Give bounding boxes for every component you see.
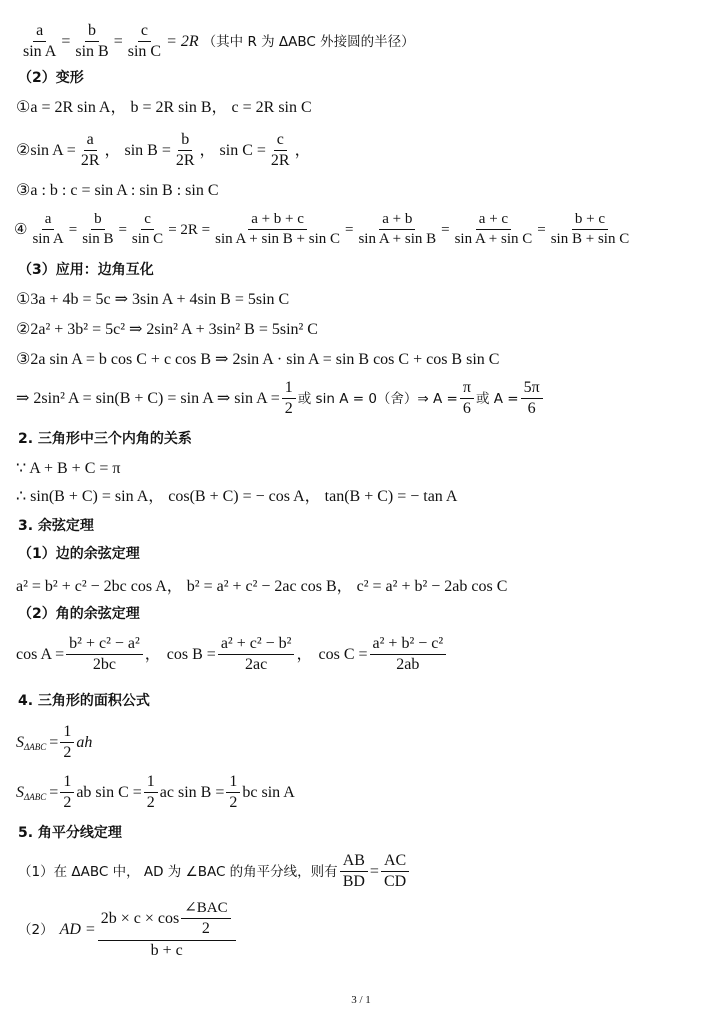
fraction-a-over-2R: $\frac{a}{2R}$ — [80, 131, 100, 170]
fraction-c-over-sinC: $\frac{c}{\text{sin C}}$ — [127, 22, 162, 61]
fraction-sum-ac: $\frac{a + c}{\text{sin A + sin C}}$ — [454, 211, 533, 248]
sec2-line-2: ∴ sin(B + C) = sin A， cos(B + C) = − cos A， tan(B + C) = − tan A — [16, 488, 458, 505]
heading-sec3-sub1: （1）边的余弦定理 — [18, 546, 140, 562]
sine-law-line: $\frac{a}{\text{sin A}}$ = $\frac{b}{\text{sin B}}$ = $\frac{c}{\text{sin C}}$ = 2R （其中 R 为 ΔABC 外接圆的半径） — [18, 22, 415, 62]
bianxing-line-2: ②sin A = $\frac{a}{2R}$ ， sin B = $\frac{b}{2R}$ ， sin C = $\frac{c}{2R}$ ， — [16, 131, 311, 170]
bianxing-line-1: ①a = 2R sin A， b = 2R sin B， c = 2R sin C — [16, 99, 312, 116]
fraction-one-half-area-4: $\frac{1}{2}$ — [226, 773, 240, 813]
heading-bianxing: （2）变形 — [18, 70, 84, 86]
area-line-2: S ΔABC = $\frac{1}{2}$ ab sin C = $\frac{1}{2}$ ac sin B = $\frac{1}{2}$ bc sin A — [16, 773, 295, 812]
fraction-half-angle: $\frac{\text{∠BAC}}{2}$ — [181, 900, 230, 939]
page-number: 3 / 1 — [351, 994, 371, 1006]
heading-section-2: 2. 三角形中三个内角的关系 — [18, 431, 192, 447]
fraction-c-over-2R: $\frac{c}{2R}$ — [270, 131, 290, 170]
fraction-b-over-sinB: $\frac{b}{\text{sin B}}$ — [75, 22, 109, 61]
fraction-a-over-sinA-2: $\frac{a}{\text{sin A}}$ — [32, 211, 64, 248]
fraction-AD-length: 2b × c × cos $\frac{\text{∠BAC}}{2}$ b + c — [98, 900, 236, 960]
yingyong-line-1: ①3a + 4b = 5c ⇒ 3sin A + 4sin B = 5sin C — [16, 291, 290, 308]
fraction-a-over-sinA: $\frac{a}{\text{sin A}}$ — [23, 22, 57, 61]
fraction-pi-over-6: $\frac{\pi}{6}$ — [460, 379, 474, 419]
heading-section-3: 3. 余弦定理 — [18, 518, 94, 534]
fraction-5pi-over-6: $\frac{5\pi}{6}$ — [521, 379, 543, 419]
fraction-c-over-sinC-2: $\frac{c}{\text{sin C}}$ — [131, 211, 164, 248]
fraction-AB-over-BD: $\frac{AB}{BD}$ — [340, 852, 368, 892]
area-line-1: S ΔABC = $\frac{1}{2}$ ah — [16, 723, 93, 762]
fraction-sum-bc: $\frac{b + c}{\text{sin B + sin C}}$ — [550, 211, 630, 248]
cosine-angle-line: cos A = $\frac{\text{b² + c² − a²}}{2bc}$ ， cos B = $\frac{\text{a² + c² − b²}}{2ac}$ ， cos C = $\frac{\text{a² + b² − c²}}{2ab}$ — [16, 635, 448, 675]
fraction-one-half-area-2: $\frac{1}{2}$ — [60, 773, 74, 813]
fraction-one-half-area-3: $\frac{1}{2}$ — [144, 773, 158, 813]
fraction-sum-abc: $\frac{a + b + c}{\text{sin A + sin B + sin C}}$ — [215, 211, 340, 248]
heading-section-5: 5. 角平分线定理 — [18, 825, 122, 841]
fraction-b-over-2R: $\frac{b}{2R}$ — [175, 131, 195, 170]
yingyong-line-3: ③2a sin A = b cos C + c cos B ⇒ 2sin A · sin A = sin B cos C + cos B sin C — [16, 351, 500, 368]
fraction-cosC: $\frac{\text{a² + b² − c²}}{2ab}$ — [370, 635, 447, 675]
fraction-cosA: $\frac{\text{b² + c² − a²}}{2bc}$ — [66, 635, 143, 675]
heading-sec3-sub2: （2）角的余弦定理 — [18, 606, 140, 622]
fraction-one-half-area-1: $\frac{1}{2}$ — [60, 723, 74, 763]
bianxing-line-3: ③a : b : c = sin A : sin B : sin C — [16, 182, 219, 199]
bianxing-line-4: ④ $\frac{a}{\text{sin A}}$ = $\frac{b}{\text{sin B}}$ = $\frac{c}{\text{sin C}}$ = 2R = $\frac{a + b + c}{\text{sin A + sin B + sin C}}$ = $\frac{a + b}{\text{sin A + sin B}}$ = $\frac{a + c}{\text{sin A + sin C}}$ = $\frac{b + c}{\text{sin B + sin C}}$ — [14, 211, 634, 249]
fraction-cosB: $\frac{\text{a² + c² − b²}}{2ac}$ — [218, 635, 295, 675]
fraction-AC-over-CD: $\frac{AC}{CD}$ — [381, 852, 409, 892]
yingyong-line-2: ②2a² + 3b² = 5c² ⇒ 2sin² A + 3sin² B = 5sin² C — [16, 321, 318, 338]
yingyong-line-4: ⇒ 2sin² A = sin(B + C) = sin A ⇒ sin A = $\frac{1}{2}$ 或 sin A = 0（舍）⇒ A = $\frac{\pi}{6}$ 或 A = $\frac{5\pi}{6}$ — [16, 379, 545, 419]
fraction-one-half: $\frac{1}{2}$ — [282, 379, 296, 419]
sec2-line-1: ∵ A + B + C = π — [16, 460, 121, 477]
heading-section-4: 4. 三角形的面积公式 — [18, 693, 150, 709]
heading-yingyong: （3）应用：边角互化 — [18, 262, 154, 278]
angle-bisector-line-1: （1）在 ΔABC 中， AD 为 ∠BAC 的角平分线，则有 $\frac{AB}{BD}$ = $\frac{AC}{CD}$ — [18, 852, 411, 892]
angle-bisector-line-2: （2） AD = 2b × c × cos $\frac{\text{∠BAC}}{2}$ b + c — [18, 900, 238, 960]
sec3-line-1: a² = b² + c² − 2bc cos A， b² = a² + c² − 2ac cos B， c² = a² + b² − 2ab cos C — [16, 578, 508, 595]
fraction-sum-ab: $\frac{a + b}{\text{sin A + sin B}}$ — [358, 211, 437, 248]
fraction-b-over-sinB-2: $\frac{b}{\text{sin B}}$ — [82, 211, 114, 248]
